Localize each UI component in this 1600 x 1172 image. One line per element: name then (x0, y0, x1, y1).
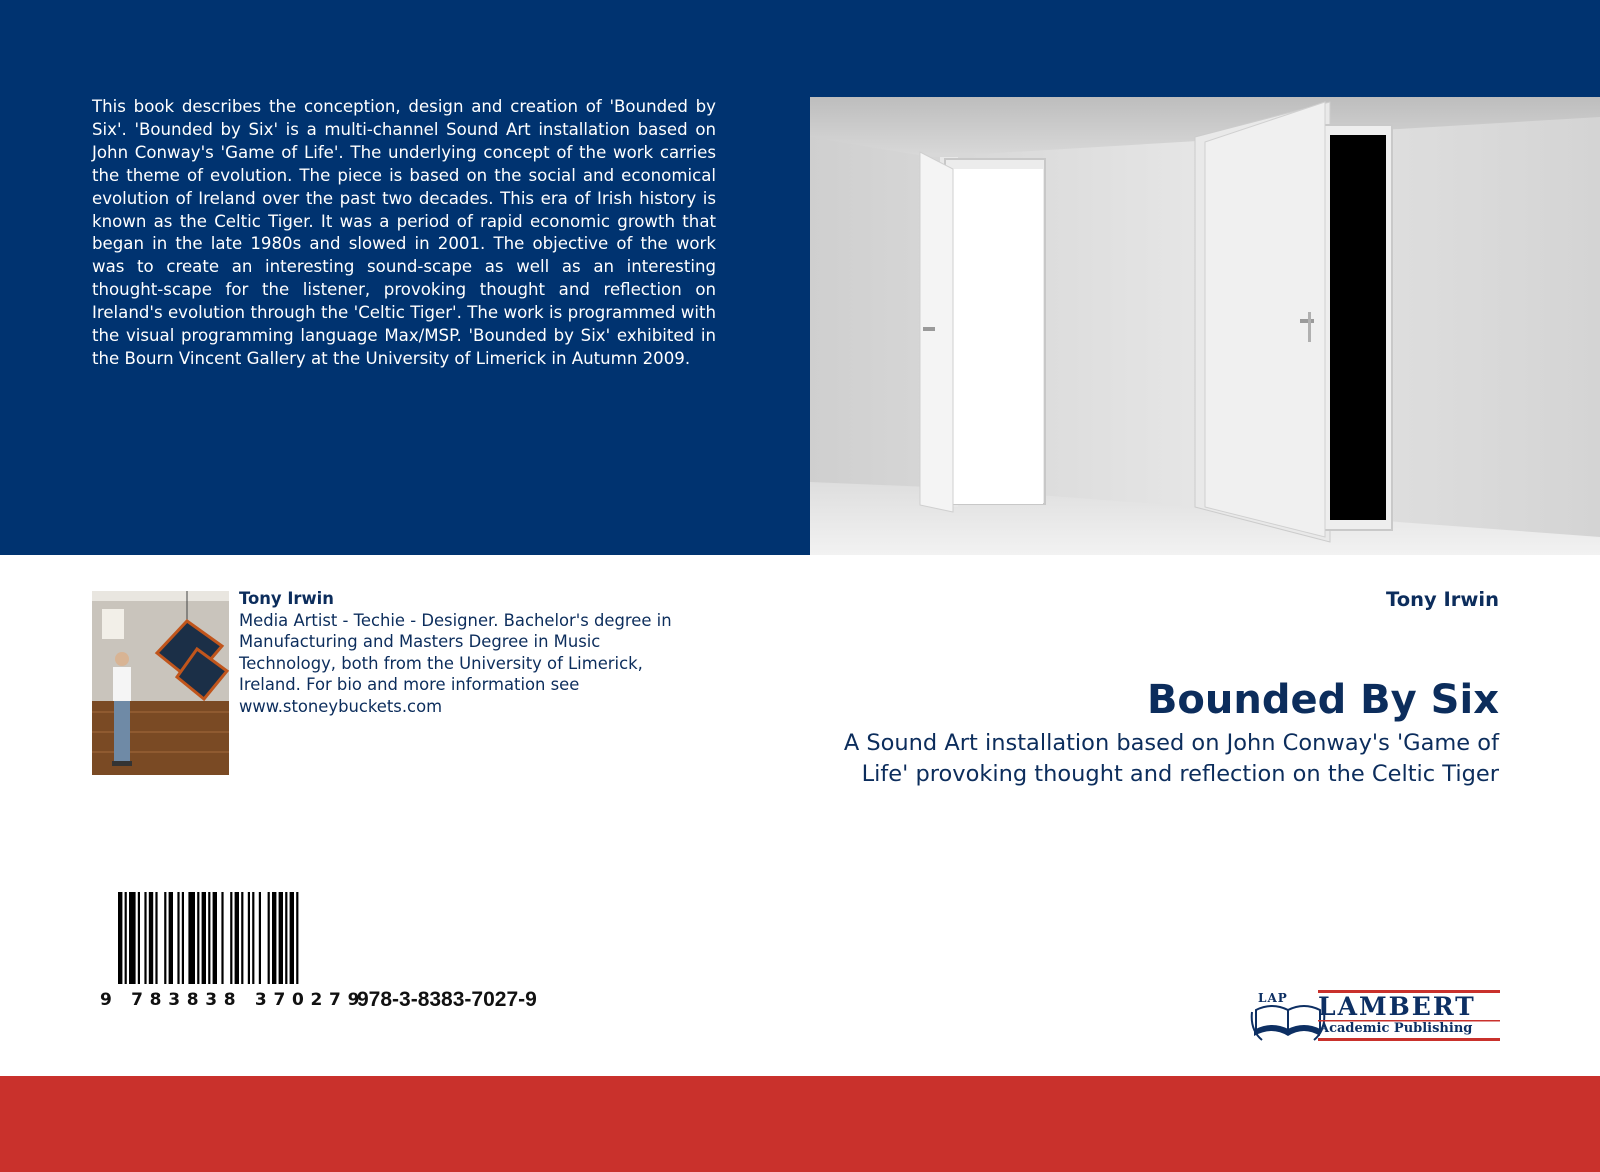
publisher-mark: LAP (1258, 991, 1288, 1005)
publisher-subtitle: Academic Publishing (1319, 1021, 1473, 1036)
publisher-logo (1250, 990, 1502, 1046)
cover-photo (810, 97, 1600, 555)
author-photo (92, 591, 229, 775)
author-bio-name: Tony Irwin (239, 589, 334, 608)
author-bio (239, 588, 679, 718)
book-subtitle: A Sound Art installation based on John Conway's 'Game of Life' provoking thought and reflection on the Celtic Tiger (843, 730, 1499, 787)
bottom-band (0, 1076, 1600, 1172)
back-cover-blurb: This book describes the conception, design and creation of 'Bounded by Six'. 'Bounded by Six' is a multi-channel Sound Art installation based on John Conway's 'Game of Life'. The underlying concept of the work carries the theme of evolution. The piece is based on the social and economical evolution of Ireland over the past two decades. This era of Irish history is known as the Celtic Tiger. It was a period of rapid economic growth that began in the late 1980s and slowed in 2001. The objective of the work was to create an interesting sound-scape as well as an interesting thought-scape for the listener, provoking thought and reflection on Ireland's evolution through the 'Celtic Tiger'. The work is programmed with the visual programming language Max/MSP. 'Bounded by Six' exhibited in the Bourn Vincent Gallery at the University of Limerick in Autumn 2009. (92, 97, 716, 368)
isbn-number: 978-3-8383-7027-9 (357, 988, 537, 1011)
front-cover-author: Tony Irwin (1386, 588, 1499, 611)
publisher-name: LAMBERT (1318, 992, 1476, 1021)
barcode-digits: 9 783838 370279 (100, 990, 367, 1010)
author-bio-text: Media Artist - Techie - Designer. Bachelor's degree in Manufacturing and Masters Degree in Music Technology, both from the University of Limerick, Ireland. For bio and more information see www.stoneybuckets.com (239, 610, 672, 716)
book-title: Bounded By Six (1146, 677, 1499, 723)
